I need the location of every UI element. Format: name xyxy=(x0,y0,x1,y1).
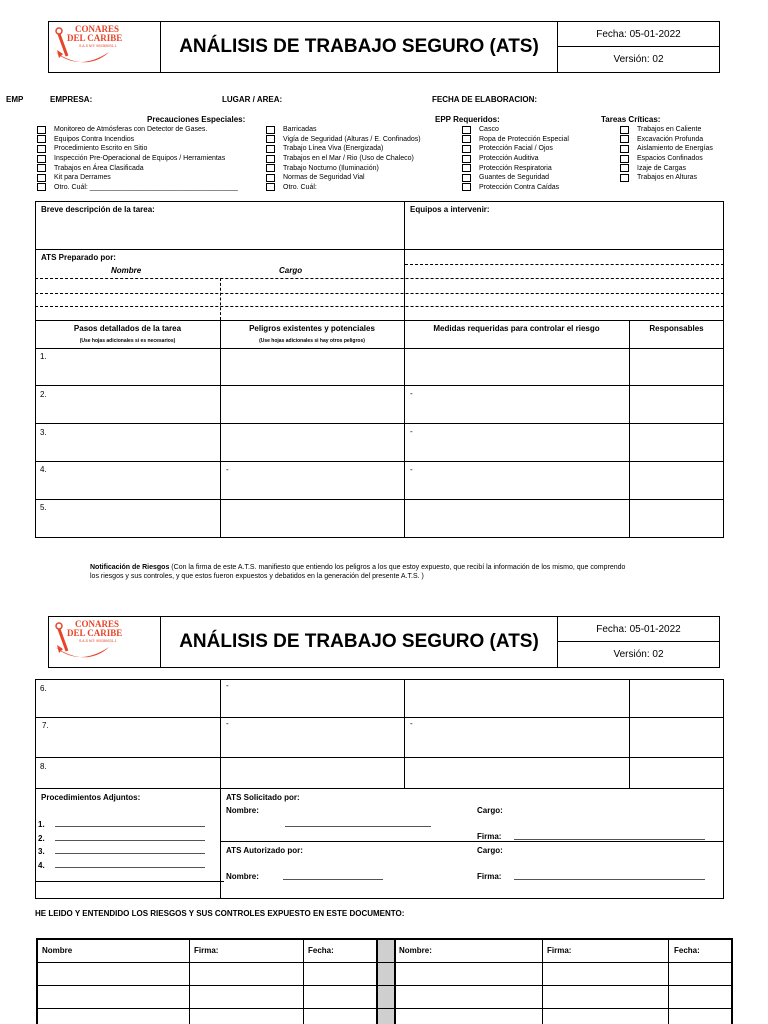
checklist-item[interactable]: Espacios Confinados xyxy=(620,154,713,164)
epp-title: EPP Requeridos: xyxy=(435,115,500,124)
col-peligros-note: (Use hojas adicionales si hay otros peligros) xyxy=(259,338,365,344)
checkbox[interactable] xyxy=(462,155,471,163)
solicitado-label: ATS Solicitado por: xyxy=(226,793,300,802)
doc-version: Versión: 02 xyxy=(613,54,664,65)
checklist-item[interactable]: Trabajos en Alturas xyxy=(620,173,713,183)
document-title: ANÁLISIS DE TRABAJO SEGURO (ATS) xyxy=(179,631,539,652)
checkbox[interactable] xyxy=(37,183,46,191)
proc-list: 1. 2. 3. 4. xyxy=(38,818,205,872)
sig-col-nombre: Nombre xyxy=(42,946,73,955)
form-grid xyxy=(35,201,724,538)
logo-text-2: DEL CARIBE xyxy=(67,33,123,43)
checklist-item[interactable]: Monitoreo de Atmósferas con Detector de Gases. xyxy=(37,125,238,135)
autorizado-label: ATS Autorizado por: xyxy=(226,846,303,855)
checklist-item[interactable]: Guantes de Seguridad xyxy=(462,173,569,183)
checklist-item[interactable]: Trabajo Nocturno (Iluminación) xyxy=(266,163,421,173)
firma-label: Firma: xyxy=(477,872,502,881)
nombre-header: Nombre xyxy=(111,266,142,275)
checkbox[interactable] xyxy=(266,126,275,134)
checklist-item[interactable]: Trabajos en Área Clasificada xyxy=(37,163,238,173)
preparado-label: ATS Preparado por: xyxy=(41,253,116,262)
logo-text-2: DEL CARIBE xyxy=(67,628,123,638)
checkbox[interactable] xyxy=(462,174,471,182)
sig-col-fecha: Fecha: xyxy=(308,946,334,955)
dash-mark: - xyxy=(226,719,229,728)
col-pasos: Pasos detallados de la tarea xyxy=(73,324,182,333)
checkbox[interactable] xyxy=(620,145,629,153)
step-number: 2. xyxy=(40,390,47,399)
solicitado-firma-line[interactable] xyxy=(514,839,705,840)
precauciones-col1 xyxy=(37,125,238,192)
epp-list xyxy=(462,125,569,192)
checkbox[interactable] xyxy=(462,164,471,172)
checklist-item[interactable]: Protección Auditiva xyxy=(462,154,569,164)
cargo-label: Cargo: xyxy=(477,806,503,815)
doc-version: Versión: 02 xyxy=(613,649,664,660)
checkbox[interactable] xyxy=(37,145,46,153)
he-leido-label: HE LEIDO Y ENTENDIDO LOS RIESGOS Y SUS CONTROLES EXPUESTO EN ESTE DOCUMENTO: xyxy=(35,909,405,918)
solicitado-nombre-line[interactable] xyxy=(285,826,431,827)
checklist-item[interactable]: Equipos Contra Incendios xyxy=(37,135,238,145)
checkbox[interactable] xyxy=(462,135,471,143)
dash-mark: - xyxy=(410,427,413,436)
dash-mark: - xyxy=(226,465,229,474)
checklist-item[interactable]: Trabajo Línea Viva (Energizada) xyxy=(266,144,421,154)
checkbox[interactable] xyxy=(266,174,275,182)
autorizado-firma-line[interactable] xyxy=(514,879,705,880)
notificacion-text: Notificación de Riesgos (Con la firma de este A.T.S. manifiesto que entiendo los peligros a los que estoy expuesto, que recibí la información de los mismo, que comprendo los riesgos y sus controles, y que estos fueron expuestos y debatidos en la generación del presente A.T.S. ) xyxy=(90,564,626,580)
nombre-label: Nombre: xyxy=(226,806,259,815)
checkbox[interactable] xyxy=(620,155,629,163)
checklist-item[interactable]: Trabajos en el Mar / Rio (Uso de Chaleco) xyxy=(266,154,421,164)
checklist-item[interactable]: Izaje de Cargas xyxy=(620,163,713,173)
logo-text-1: CONARES xyxy=(75,24,120,34)
logo-text-3: S.A.S NIT: 900389031-1 xyxy=(79,639,117,643)
doc-date: Fecha: 05-01-2022 xyxy=(558,617,719,642)
company-logo xyxy=(49,22,161,72)
checklist-item[interactable]: Procedimiento Escrito en Sitio xyxy=(37,144,238,154)
checkbox[interactable] xyxy=(266,135,275,143)
checklist-item[interactable]: Vigía de Seguridad (Alturas / E. Confinados) xyxy=(266,135,421,145)
proc-line[interactable] xyxy=(55,840,205,841)
checklist-item[interactable]: Casco xyxy=(462,125,569,135)
step-number: 6. xyxy=(40,684,47,693)
step-number: 5. xyxy=(40,503,47,512)
checkbox[interactable] xyxy=(620,164,629,172)
table-divider xyxy=(376,940,394,1024)
checklist-item[interactable]: Protección Facial / Ojos xyxy=(462,144,569,154)
proc-line[interactable] xyxy=(55,826,205,827)
checklist-item[interactable]: Trabajos en Caliente xyxy=(620,125,713,135)
cargo-header: Cargo xyxy=(279,266,303,275)
dash-mark: - xyxy=(226,681,229,690)
checkbox[interactable] xyxy=(37,135,46,143)
checklist-item[interactable]: Aislamiento de Energías xyxy=(620,144,713,154)
header-box xyxy=(48,21,720,73)
dash-mark: - xyxy=(410,719,413,728)
checkbox[interactable] xyxy=(37,155,46,163)
checklist-item[interactable]: Kit para Derrames xyxy=(37,173,238,183)
step-number: 3. xyxy=(40,428,47,437)
equipos-label: Equipos a intervenir: xyxy=(410,205,490,214)
checkbox[interactable] xyxy=(462,183,471,191)
criticas-list xyxy=(620,125,713,183)
checkbox[interactable] xyxy=(620,135,629,143)
checkbox[interactable] xyxy=(266,164,275,172)
checklist-item[interactable]: Normas de Seguridad Vial xyxy=(266,173,421,183)
anchor-logo-icon xyxy=(49,22,159,72)
nombre-label: Nombre: xyxy=(226,872,259,881)
header-box-2 xyxy=(48,616,720,668)
checkbox[interactable] xyxy=(620,126,629,134)
sig-col-firma-2: Firma: xyxy=(547,946,572,955)
checkbox[interactable] xyxy=(266,145,275,153)
checkbox[interactable] xyxy=(462,145,471,153)
checkbox[interactable] xyxy=(37,164,46,172)
checklist-item[interactable]: Barricadas xyxy=(266,125,421,135)
anchor-logo-icon xyxy=(49,617,159,667)
checklist-item[interactable]: Otro. Cuál: ______________________________________ xyxy=(37,183,238,193)
checkbox[interactable] xyxy=(266,155,275,163)
checkbox[interactable] xyxy=(462,126,471,134)
fecha-elab-label: FECHA DE ELABORACION: xyxy=(432,95,538,104)
doc-meta xyxy=(557,22,719,72)
checklist-item[interactable]: Protección Respiratoria xyxy=(462,163,569,173)
logo-text-3: S.A.S NIT: 900389031-1 xyxy=(79,44,117,48)
criticas-title: Tareas Críticas: xyxy=(601,115,661,124)
checklist-item[interactable]: Inspección Pre-Operacional de Equipos / Herramientas xyxy=(37,154,238,164)
step-number: 4. xyxy=(40,465,47,474)
col-peligros: Peligros existentes y potenciales xyxy=(249,324,375,333)
checklist-item[interactable]: Protección Contra Caídas xyxy=(462,183,569,193)
proc-line[interactable] xyxy=(55,867,205,868)
dash-mark: - xyxy=(410,389,413,398)
checkbox[interactable] xyxy=(37,126,46,134)
checkbox[interactable] xyxy=(620,174,629,182)
doc-date: Fecha: 05-01-2022 xyxy=(558,22,719,47)
sig-col-nombre-2: Nombre: xyxy=(399,946,432,955)
emp-label: EMP xyxy=(6,95,24,104)
step-number: 1. xyxy=(40,352,47,361)
proc-adjuntos-label: Procedimientos Adjuntos: xyxy=(41,793,141,802)
descripcion-label: Breve descripción de la tarea: xyxy=(41,205,155,214)
checkbox[interactable] xyxy=(266,183,275,191)
checklist-item[interactable]: Ropa de Protección Especial xyxy=(462,135,569,145)
dash-mark: - xyxy=(410,465,413,474)
step-number: 8. xyxy=(40,762,47,771)
empresa-label: EMPRESA: xyxy=(50,95,93,104)
company-logo xyxy=(49,617,161,667)
col-pasos-note: (Use hojas adicionales si es necesarios) xyxy=(79,338,176,344)
doc-meta xyxy=(557,617,719,667)
proc-line[interactable] xyxy=(55,853,205,854)
step-number: 7. xyxy=(42,721,49,730)
cargo-label: Cargo: xyxy=(477,846,503,855)
autorizado-nombre-line[interactable] xyxy=(283,879,383,880)
checkbox[interactable] xyxy=(37,174,46,182)
col-responsables: Responsables xyxy=(649,324,704,333)
notificacion-bold: Notificación de Riesgos xyxy=(90,564,170,571)
precauciones-col2 xyxy=(266,125,421,192)
document-title: ANÁLISIS DE TRABAJO SEGURO (ATS) xyxy=(179,36,539,57)
firma-label: Firma: xyxy=(477,832,502,841)
col-medidas: Medidas requeridas para controlar el riesgo xyxy=(433,324,600,333)
precauciones-title: Precauciones Especiales: xyxy=(147,115,246,124)
checklist-item[interactable]: Excavación Profunda xyxy=(620,135,713,145)
lugar-label: LUGAR / AREA: xyxy=(222,95,283,104)
checklist-item[interactable]: Otro. Cuál: xyxy=(266,183,421,193)
logo-text-1: CONARES xyxy=(75,619,120,629)
sig-col-fecha-2: Fecha: xyxy=(674,946,700,955)
sig-col-firma: Firma: xyxy=(194,946,219,955)
